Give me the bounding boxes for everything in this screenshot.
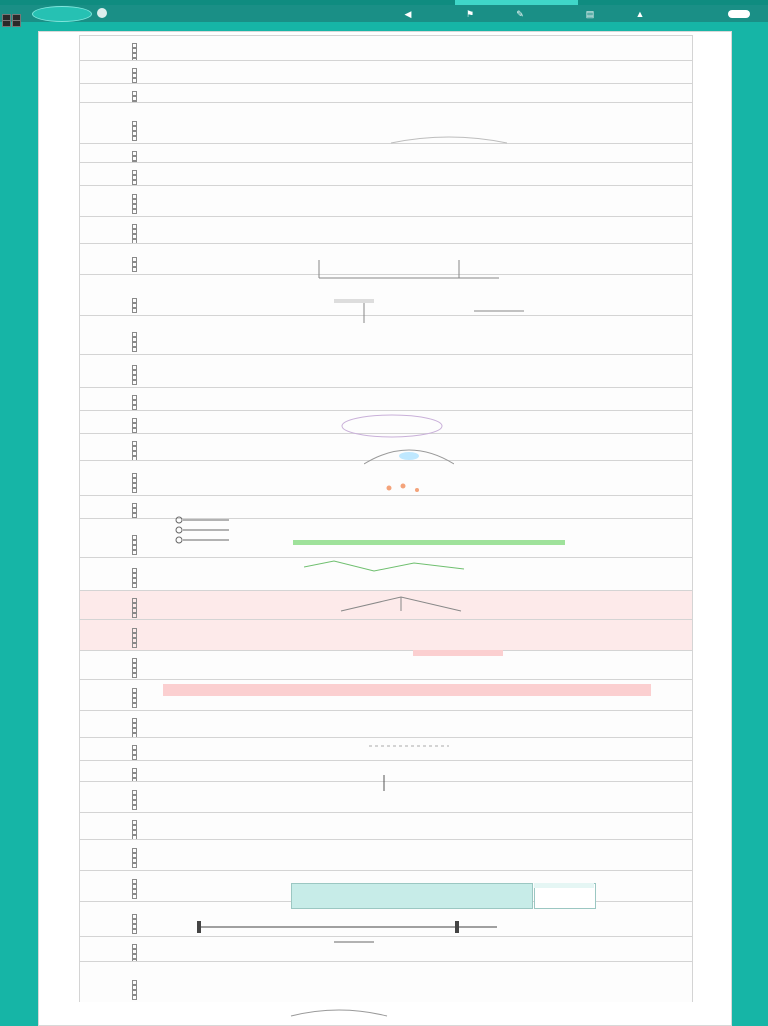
answer-options bbox=[132, 472, 332, 492]
answer-option[interactable] bbox=[132, 307, 332, 312]
answer-option[interactable] bbox=[132, 804, 332, 809]
answer-options bbox=[132, 297, 332, 312]
figure-ramp bbox=[289, 1004, 389, 1018]
answer-options bbox=[132, 979, 332, 999]
left-tools bbox=[2, 14, 26, 26]
checkbox-icon[interactable] bbox=[132, 380, 137, 385]
figure-arc bbox=[389, 135, 509, 145]
answer-option[interactable] bbox=[132, 135, 332, 140]
app-logo[interactable] bbox=[32, 6, 92, 22]
document-title bbox=[114, 6, 374, 21]
answer-options bbox=[132, 42, 332, 62]
question-item bbox=[79, 387, 693, 410]
data-table-figure bbox=[291, 883, 596, 907]
figure-dots bbox=[369, 480, 429, 496]
grid-icon[interactable] bbox=[12, 20, 21, 27]
checkbox-icon[interactable] bbox=[132, 136, 137, 141]
checkbox-icon[interactable] bbox=[132, 894, 137, 899]
logo-icon bbox=[97, 8, 107, 18]
answer-options bbox=[132, 717, 332, 737]
question-item bbox=[79, 812, 693, 839]
prev-icon[interactable]: ◀ bbox=[404, 9, 412, 19]
answer-option[interactable] bbox=[132, 994, 332, 999]
answer-option[interactable] bbox=[132, 702, 332, 707]
checkbox-icon[interactable] bbox=[132, 805, 137, 810]
question-item bbox=[79, 839, 693, 870]
figure-slope bbox=[334, 935, 374, 949]
checkbox-icon[interactable] bbox=[132, 583, 137, 588]
answer-option[interactable] bbox=[132, 379, 332, 384]
checkbox-icon[interactable] bbox=[132, 267, 137, 272]
question-item bbox=[79, 650, 693, 679]
answer-options bbox=[132, 943, 332, 963]
grid-icon[interactable] bbox=[2, 20, 11, 27]
figure-scatter bbox=[304, 557, 474, 577]
table-left-panel bbox=[291, 883, 533, 909]
answer-option[interactable] bbox=[132, 862, 332, 867]
chart-icon[interactable]: ▤ bbox=[585, 9, 595, 19]
question-item bbox=[79, 185, 693, 216]
bookmark-icon[interactable]: ▲ bbox=[635, 9, 645, 19]
answer-options bbox=[132, 364, 332, 384]
answer-option[interactable] bbox=[132, 266, 332, 271]
document-page[interactable] bbox=[38, 31, 732, 1026]
question-item bbox=[79, 35, 693, 60]
answer-options bbox=[132, 597, 332, 617]
answer-options bbox=[132, 657, 332, 677]
table-header bbox=[534, 883, 594, 888]
answer-options bbox=[132, 789, 332, 809]
figure-dash bbox=[369, 742, 449, 750]
checkbox-icon[interactable] bbox=[132, 673, 137, 678]
checkbox-icon[interactable] bbox=[132, 488, 137, 493]
figure-sequence bbox=[293, 540, 565, 545]
question-item bbox=[79, 143, 693, 162]
answer-options bbox=[132, 256, 332, 271]
checkbox-icon[interactable] bbox=[132, 995, 137, 1000]
answer-option[interactable] bbox=[132, 582, 332, 587]
highlight-band bbox=[413, 650, 503, 656]
figure-motion bbox=[324, 297, 544, 327]
answer-option[interactable] bbox=[132, 487, 332, 492]
figure-graph bbox=[309, 258, 509, 280]
figure-curve bbox=[364, 444, 454, 470]
answer-options bbox=[132, 567, 332, 587]
draw-icon[interactable]: ✎ bbox=[516, 9, 524, 19]
checkbox-icon[interactable] bbox=[132, 703, 137, 708]
answer-option[interactable] bbox=[132, 672, 332, 677]
question-item bbox=[79, 710, 693, 737]
answer-options bbox=[132, 223, 332, 243]
question-item bbox=[79, 216, 693, 243]
answer-options bbox=[132, 440, 332, 460]
answer-options bbox=[132, 627, 332, 647]
checkbox-icon[interactable] bbox=[132, 643, 137, 648]
checkbox-icon[interactable] bbox=[132, 863, 137, 868]
flag-icon[interactable]: ⚑ bbox=[465, 9, 475, 19]
answer-options bbox=[132, 120, 332, 140]
answer-option[interactable] bbox=[132, 208, 332, 213]
answer-option[interactable] bbox=[132, 642, 332, 647]
highlight-band bbox=[163, 684, 651, 696]
app-header bbox=[0, 5, 768, 22]
answer-option[interactable] bbox=[132, 549, 332, 554]
figure-circle bbox=[337, 412, 447, 440]
question-item bbox=[79, 83, 693, 102]
answer-options bbox=[132, 847, 332, 867]
checkbox-icon[interactable] bbox=[132, 550, 137, 555]
question-item bbox=[79, 60, 693, 83]
question-item bbox=[79, 354, 693, 387]
question-item bbox=[79, 619, 693, 650]
question-item bbox=[79, 102, 693, 143]
checkbox-icon[interactable] bbox=[132, 613, 137, 618]
question-item bbox=[79, 961, 693, 1002]
checkbox-icon[interactable] bbox=[132, 209, 137, 214]
question-item bbox=[79, 162, 693, 185]
figure-triangle bbox=[331, 595, 471, 613]
figure-rods bbox=[187, 920, 507, 934]
question-item bbox=[79, 936, 693, 961]
answer-option[interactable] bbox=[132, 612, 332, 617]
checkbox-icon[interactable] bbox=[132, 308, 137, 313]
status-badge bbox=[728, 10, 750, 18]
answer-options bbox=[132, 193, 332, 213]
checkbox-icon[interactable] bbox=[132, 929, 137, 934]
figure-circuit bbox=[169, 514, 249, 546]
answer-option[interactable] bbox=[132, 346, 332, 351]
figure-marker bbox=[354, 775, 414, 791]
checkbox-icon[interactable] bbox=[132, 347, 137, 352]
answer-options bbox=[132, 819, 332, 839]
answer-options bbox=[132, 331, 332, 351]
